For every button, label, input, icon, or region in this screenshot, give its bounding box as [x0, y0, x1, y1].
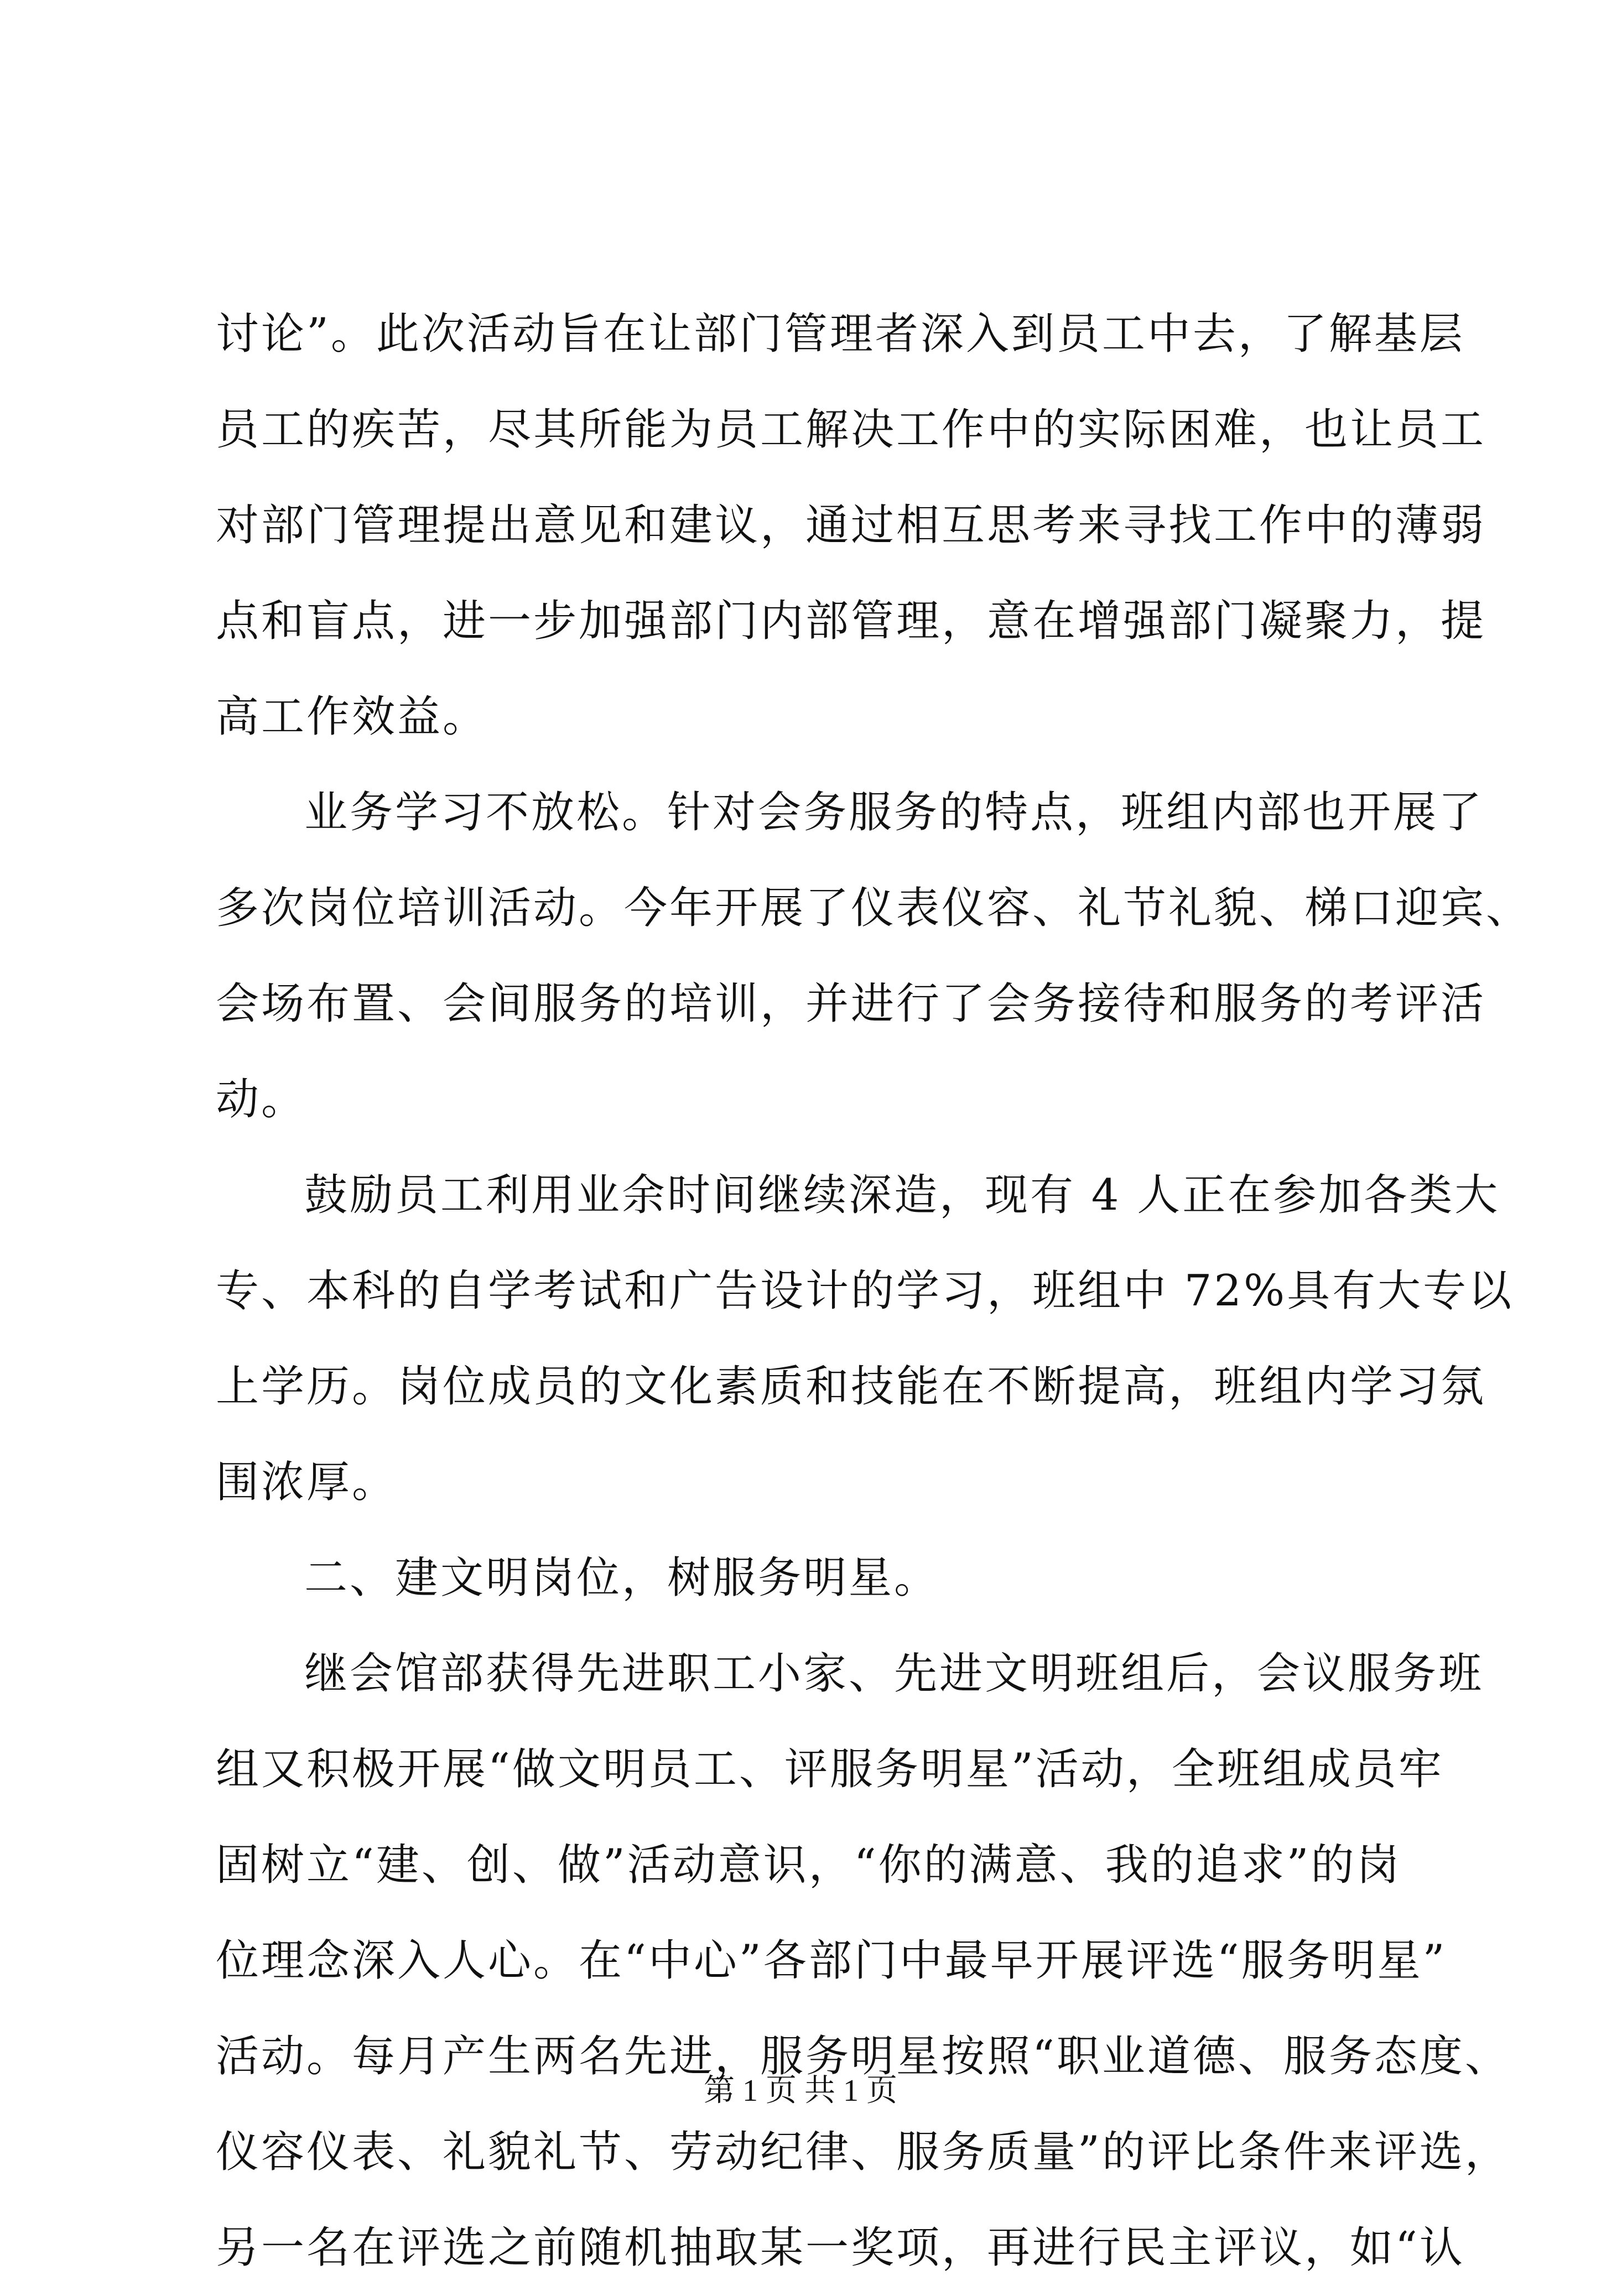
text-line: 上学历。岗位成员的文化素质和技能在不断提高，班组内学习氛: [216, 1362, 1486, 1412]
text-line: 点和盲点，进一步加强部门内部管理，意在增强部门凝聚力，提: [216, 596, 1486, 646]
section-heading: 二、建文明岗位，树服务明星。: [304, 1553, 940, 1603]
paragraph-start-line: 继会馆部获得先进职工小家、先进文明班组后，会议服务班: [304, 1649, 1484, 1699]
page-footer: 第 1 页 共 1 页: [704, 2074, 897, 2108]
text-line: 组又积极开展“做文明员工、评服务明星”活动，全班组成员牢: [216, 1745, 1444, 1794]
text-line: 另一名在评选之前随机抽取某一奖项，再进行民主评议，如“认: [216, 2223, 1465, 2273]
text-line: 员工的疾苦，尽其所能为员工解决工作中的实际困难，也让员工: [216, 405, 1486, 455]
document-body: [216, 287, 1532, 2296]
paragraph-start-line: 业务学习不放松。针对会务服务的特点，班组内部也开展了: [304, 788, 1484, 837]
text-line: 仪容仪表、礼貌礼节、劳动纪律、服务质量”的评比条件来评选，: [216, 2127, 1510, 2177]
text-line: 讨论”。此次活动旨在让部门管理者深入到员工中去，了解基层: [216, 309, 1465, 359]
text-line: 围浓厚。: [216, 1457, 398, 1507]
text-line: 位理念深入人心。在“中心”各部门中最早开展评选“服务明星”: [216, 1936, 1447, 1986]
text-line: 对部门管理提出意见和建议，通过相互思考来寻找工作中的薄弱: [216, 501, 1486, 550]
text-line: 活动。每月产生两名先进，服务明星按照“职业道德、服务态度、: [216, 2032, 1510, 2081]
text-line: 专、本科的自学考试和广告设计的学习，班组中 72%具有大专以: [216, 1266, 1514, 1316]
text-line: 多次岗位培训活动。今年开展了仪表仪容、礼节礼貌、梯口迎宾、: [216, 883, 1532, 933]
text-line: 固树立“建、创、做”活动意识，“你的满意、我的追求”的岗: [216, 1840, 1402, 1890]
text-line: 动。: [216, 1075, 307, 1124]
text-line: 高工作效益。: [216, 692, 488, 742]
paragraph-start-line: 鼓励员工利用业余时间继续深造，现有 4 人正在参加各类大: [304, 1170, 1500, 1220]
text-line: 会场布置、会间服务的培训，并进行了会务接待和服务的考评活: [216, 979, 1486, 1029]
